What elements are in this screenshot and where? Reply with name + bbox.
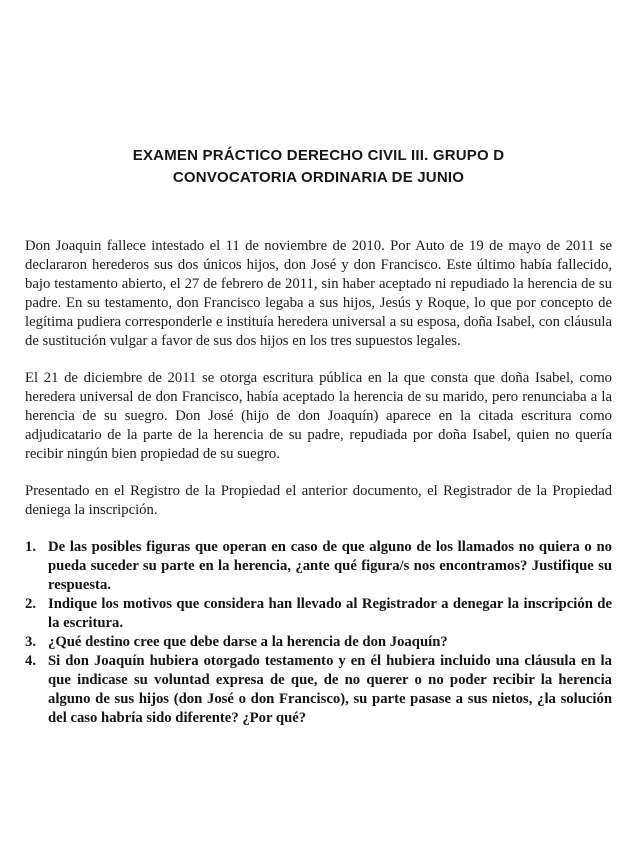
document-title-line-2: CONVOCATORIA ORDINARIA DE JUNIO xyxy=(172,169,465,186)
question-number: 2. xyxy=(25,596,37,612)
question-item xyxy=(25,652,612,728)
question-list xyxy=(25,538,612,728)
question-text: De las posibles figuras que operan en caso de que alguno de los llamados no quiera o no pueda suceder su parte en la herencia, ¿ante qué figura/s nos encontramos? Justifique su respuesta. xyxy=(48,539,612,593)
case-paragraph: Don Joaquin fallece intestado el 11 de noviembre de 2010. Por Auto de 19 de mayo de 2011 se declararon herederos sus dos únicos hijos, don José y don Francisco. Este último había fallecido, bajo testamento abierto, el 27 de febrero de 2011, sin haber aceptado ni repudiado la herencia de su padre. En su testamento, don Francisco legaba a sus hijos, Jesús y Roque, lo que por concepto de legítima pudiera corresponderle e instituía heredera universal a su esposa, doña Isabel, con cláusula de sustitución vulgar a favor de sus dos hijos en los tres supuestos legales. xyxy=(25,238,612,349)
document-title-line-1: EXAMEN PRÁCTICO DERECHO CIVIL III. GRUPO D xyxy=(132,147,505,164)
question-text: Indique los motivos que considera han llevado al Registrador a denegar la inscripción de la escritura. xyxy=(48,596,612,631)
document-body xyxy=(25,237,612,728)
question-item xyxy=(25,633,612,652)
question-text: Si don Joaquín hubiera otorgado testamento y en él hubiera incluido una cláusula en la que indicase su voluntad expresa de que, de no querer o no poder recibir la herencia alguno de sus hijos (don José o don Francisco), su parte pasase a sus nietos, ¿la solución del caso habría sido diferente? ¿Por qué? xyxy=(48,653,612,726)
case-paragraph: Presentado en el Registro de la Propiedad el anterior documento, el Registrador de la Propiedad deniega la inscripción. xyxy=(25,483,612,518)
case-paragraph: El 21 de diciembre de 2011 se otorga escritura pública en la que consta que doña Isabel, como heredera universal de don Francisco, había aceptado la herencia de su marido, pero renunciaba a la herencia de su suegro. Don José (hijo de don Joaquín) aparece en la citada escritura como adjudicatario de la parte de la herencia de su padre, repudiada por doña Isabel, quien no quería recibir ningún bien propiedad de su suegro. xyxy=(25,370,612,462)
question-number: 1. xyxy=(25,539,37,555)
question-item xyxy=(25,538,612,595)
question-number: 4. xyxy=(25,653,37,669)
document-title xyxy=(25,145,612,189)
question-text: ¿Qué destino cree que debe darse a la herencia de don Joaquín? xyxy=(48,634,448,650)
question-number: 3. xyxy=(25,634,37,650)
question-item xyxy=(25,595,612,633)
